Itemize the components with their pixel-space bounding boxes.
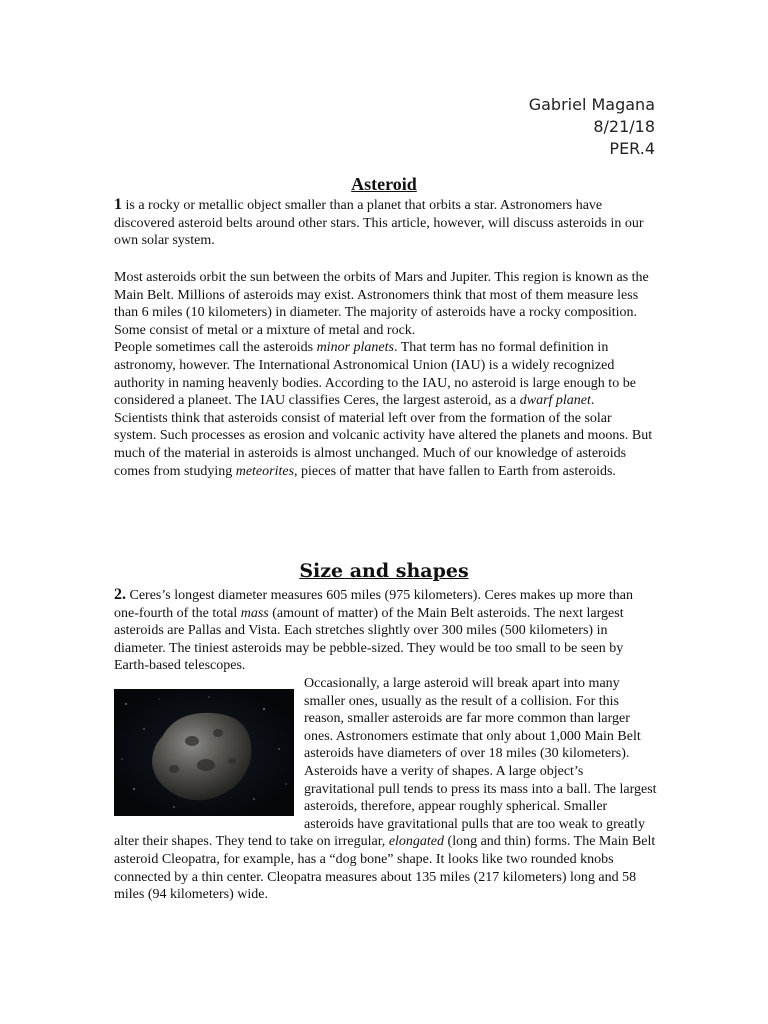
text: (long and thin) forms. The Main Belt asteroid Cleopatra, for example, has a “dog bone” shape. It looks like two rounded knobs connected by a thin center. Cleopatra measures about 135 miles (217 kilometers) long and 58 miles (94 kilometers) wide. <box>114 834 656 903</box>
text: Ceres’s longest diameter measures 605 miles (975 kilometers). Ceres makes up more than one-fourth of the total <box>114 588 633 621</box>
author-name: Gabriel Magana <box>528 95 655 114</box>
paragraph <box>114 196 657 250</box>
paragraph: Occasionally, a large asteroid will break apart into many smaller ones, usually as the result of a collision. For this reason, smaller asteroids are far more common than larger ones. Astronomers estimate that only about 1,000 Main Belt asteroids have diameters of over 18 miles (30 kilometers). <box>304 675 641 762</box>
text: People sometimes call the asteroids <box>114 340 317 356</box>
paragraph <box>114 339 657 409</box>
paragraph <box>114 410 657 480</box>
text: . <box>590 393 595 409</box>
asteroid-illustration <box>114 689 294 816</box>
class-period: PER.4 <box>609 139 655 158</box>
italic-term: dwarf planet <box>519 393 591 409</box>
section1-intro <box>114 196 657 250</box>
paragraph <box>114 586 657 675</box>
text: , pieces of matter that have fallen to Earth from asteroids. <box>294 463 616 479</box>
section2-body <box>114 586 657 904</box>
paragraph-text: is a rocky or metallic object smaller than a planet that orbits a star. Astronomers have discovered asteroid belts around other stars. This article, however, will discuss asteroids in our own solar system. <box>114 198 644 249</box>
paragraph: Most asteroids orbit the sun between the orbits of Mars and Jupiter. This region is known as the Main Belt. Millions of asteroids may exist. Astronomers think that most of them measure less than 6 miles (10 kilometers) in diameter. The majority of asteroids have a rocky composition. Some consist of metal or a mixture of metal and rock. <box>114 270 649 338</box>
section-number: 2. <box>114 586 126 603</box>
text: (amount of matter) of the Main Belt asteroids. The next largest asteroids are Pallas and Vista. Each stretches slightly over 300 miles (500 kilometers) in diameter. The tiniest asteroids may be pebble-sized. They would be too small to be seen by Earth-based telescopes. <box>114 605 624 674</box>
text: . That term has no formal definition in astronomy, however. The International Astronomical Union (IAU) is a widely recognized authority in naming heavenly bodies. According to the IAU, no asteroid is large enough to be considered a planeet. The IAU classifies Ceres, the largest asteroid, as a <box>114 340 636 409</box>
italic-term: elongated <box>388 834 445 850</box>
section-number: 1 <box>114 196 122 213</box>
italic-term: minor planets <box>316 340 394 356</box>
asteroid-image <box>114 689 294 816</box>
section-title-asteroid: Asteroid <box>351 174 417 194</box>
text: Asteroids have a verity of shapes. A large object’s gravitational pull tends to press its mass into a ball. The largest asteroids, therefore, appear roughly spherical. Smaller asteroids have gravitational pulls that are too weak to greatly alter their shapes. They tend to take on irregular, <box>114 763 657 850</box>
section-title-size-and-shapes: Size and shapes <box>299 560 469 582</box>
italic-term: mass <box>240 605 269 621</box>
document-header <box>529 94 655 160</box>
date: 8/21/18 <box>593 117 655 136</box>
italic-term: meteorites <box>235 463 295 479</box>
text: Scientists think that asteroids consist of material left over from the formation of the solar system. Such processes as erosion and volcanic activity have altered the planets and moons. But much of the material in asteroids is almost unchanged. Much of our knowledge of asteroids comes from studying <box>114 410 653 479</box>
section1-body <box>114 269 657 480</box>
